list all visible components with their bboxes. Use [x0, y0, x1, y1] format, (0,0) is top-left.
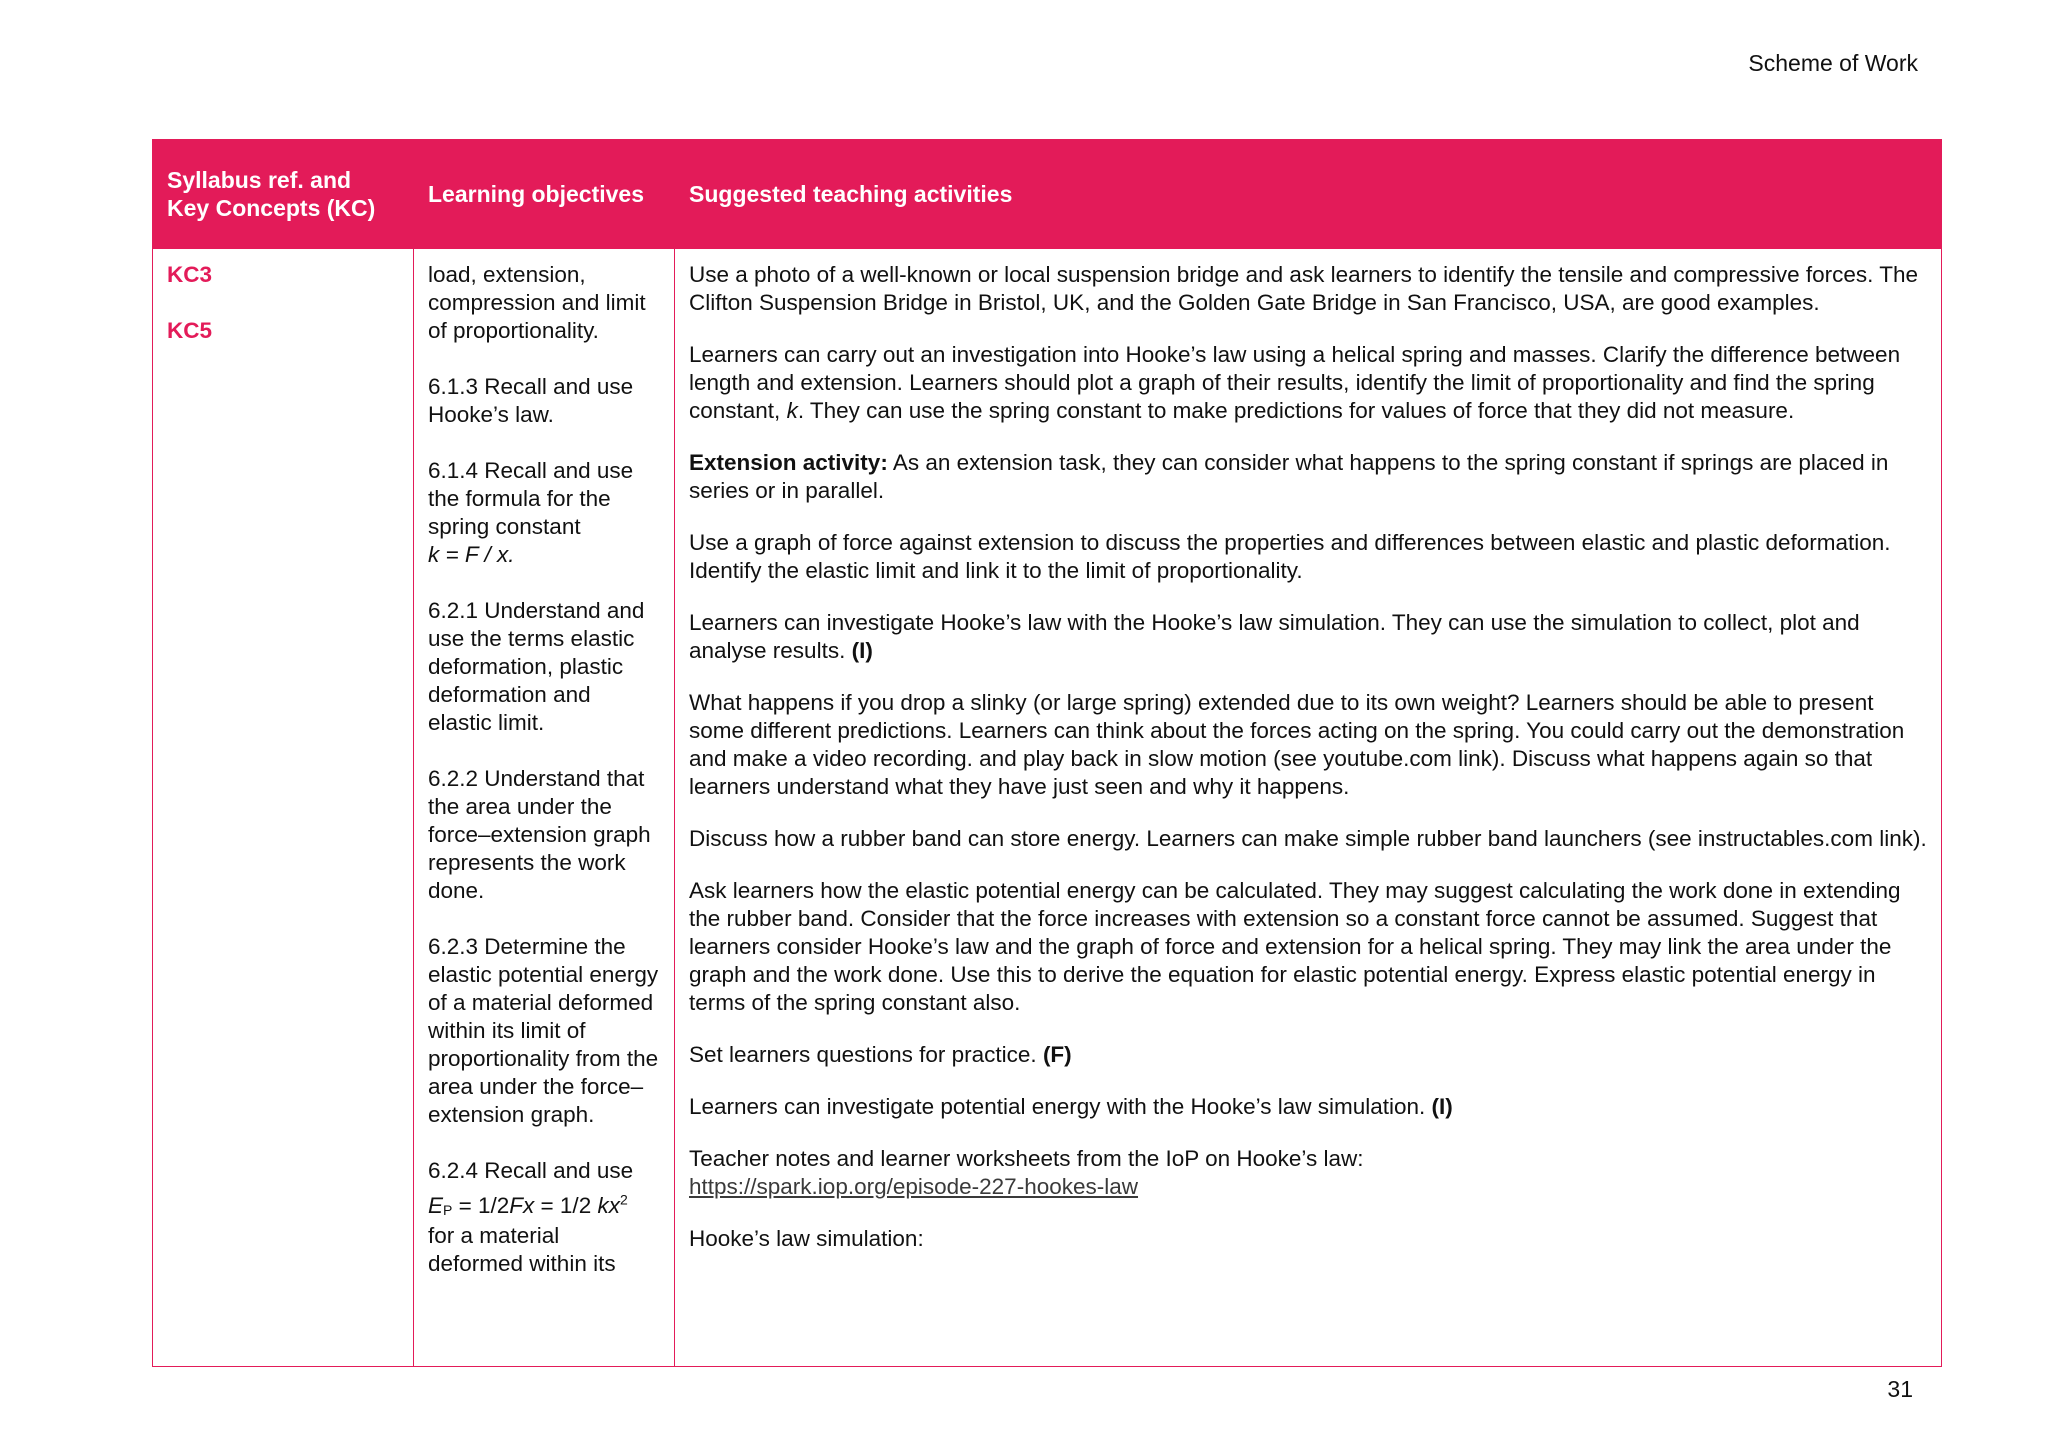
activity-extension: Extension activity: As an extension task, they can consider what happens to the spring constant if springs are placed in series or in parallel. — [689, 450, 1889, 503]
activity-simulation-label: Hooke’s law simulation: — [689, 1226, 924, 1251]
activity-force-extension-graph: Use a graph of force against extension to discuss the properties and differences between elastic and plastic deformation. Identify the elastic limit and link it to the limit of proportionality. — [689, 530, 1891, 583]
activity-elastic-potential-energy: Ask learners how the elastic potential energy can be calculated. They may suggest calculating the work done in extending the rubber band. Consider that the force increases with extension so a constant force cannot be assumed. Suggest that learners consider Hooke’s law and the graph of force and extension for a helical spring. They may link the area under the graph and the work done. Use this to derive the equation for elastic potential energy. Express elastic potential energy in terms of the spring constant also. — [689, 878, 1901, 1015]
activity-suspension-bridge: Use a photo of a well-known or local suspension bridge and ask learners to identify the tensile and compressive forces. The Clifton Suspension Bridge in Bristol, UK, and the Golden Gate Bridge in San Francisco, USA, are good examples. — [689, 262, 1919, 315]
iop-resources-text: Teacher notes and learner worksheets from the IoP on Hooke’s law: — [689, 1146, 1364, 1171]
objective-continued: load, extension, compression and limit of proportionality. — [428, 262, 646, 343]
objective-6-2-4 — [428, 1157, 660, 1278]
scheme-of-work-table — [152, 139, 1942, 1367]
objective-6-2-2: 6.2.2 Understand that the area under the force–extension graph represents the work done. — [428, 766, 651, 903]
header-learning-objectives: Learning objectives — [414, 140, 675, 249]
key-concept-kc5: KC5 — [167, 318, 213, 343]
header-syllabus-line2: Key Concepts (KC) — [167, 195, 376, 221]
objective-6-2-4-text: 6.2.4 Recall and use — [428, 1158, 634, 1183]
objective-6-2-3: 6.2.3 Determine the elastic potential energy of a material deformed within its limit of proportionality from the area under the force–extension graph. — [428, 934, 659, 1127]
activity-simulation: Learners can investigate Hooke’s law with the Hooke’s law simulation. They can use the simulation to collect, plot and analyse results. (I) — [689, 610, 1860, 663]
teaching-activities-cell — [675, 249, 1942, 1367]
activity-hookes-law-investigation: Learners can carry out an investigation into Hooke’s law using a helical spring and masses. Clarify the difference between length and extension. Learners should plot a graph of their results, identify the limit of proportionality and find the spring constant, k. They can use the spring constant to make predictions for values of force that they did not measure. — [689, 342, 1901, 423]
objective-6-1-3: 6.1.3 Recall and use Hooke’s law. — [428, 374, 634, 427]
table-row — [153, 249, 1942, 1367]
activity-slinky-drop: What happens if you drop a slinky (or large spring) extended due to its own weight? Learners should be able to present some different predictions. Learners can think about the forces acting on the spring. You could carry out the demonstration and make a video recording. and play back in slow motion (see youtube.com link). Discuss what happens again so that learners understand what they have just seen and why it happens. — [689, 690, 1905, 799]
learning-objectives-cell — [414, 249, 675, 1367]
key-concept-kc3: KC3 — [167, 262, 213, 287]
activity-potential-energy-simulation: Learners can investigate potential energy with the Hooke’s law simulation. (I) — [689, 1094, 1453, 1119]
spring-constant-formula: k = F / x. — [428, 542, 515, 567]
document-title: Scheme of Work — [1748, 50, 1918, 76]
iop-hookes-law-link[interactable]: https://spark.iop.org/episode-227-hookes-law — [689, 1174, 1139, 1199]
objective-6-1-4-text: 6.1.4 Recall and use the formula for the spring constant — [428, 458, 634, 539]
activity-rubber-band: Discuss how a rubber band can store energy. Learners can make simple rubber band launchers (see instructables.com link). — [689, 826, 1927, 851]
objective-6-1-4 — [428, 457, 660, 569]
objective-6-2-1: 6.2.1 Understand and use the terms elastic deformation, plastic deformation and elastic limit. — [428, 598, 645, 735]
activity-iop-resources — [689, 1145, 1927, 1201]
objective-6-2-4-tail: for a material deformed within its — [428, 1222, 616, 1276]
header-syllabus-line1: Syllabus ref. and — [167, 167, 352, 193]
header-syllabus-ref — [153, 140, 414, 249]
key-concepts-cell — [153, 249, 414, 1367]
table-header-row — [153, 140, 1942, 249]
header-teaching-activities: Suggested teaching activities — [675, 140, 1942, 249]
activity-practice-questions: Set learners questions for practice. (F) — [689, 1042, 1072, 1067]
elastic-energy-formula: $E_P = 1/2Fx = 1/2$ $kx^2$ — [428, 1191, 628, 1218]
page-number: 31 — [1887, 1376, 1913, 1402]
